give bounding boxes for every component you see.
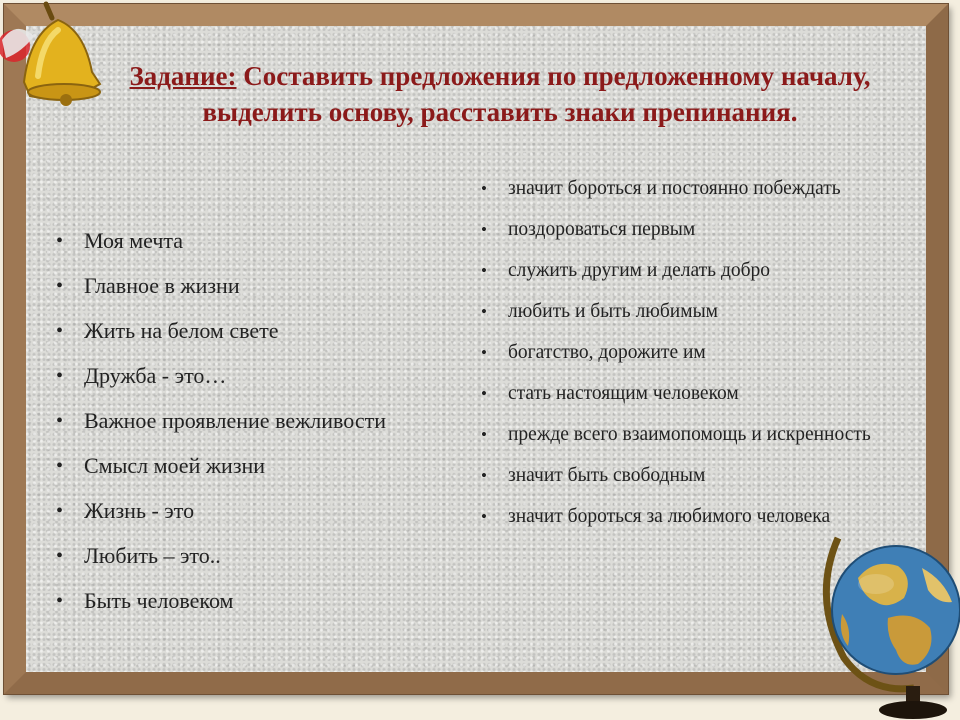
list-item: • прежде всего взаимопомощь и искренность <box>508 418 938 452</box>
list-item: • Главное в жизни <box>84 271 484 301</box>
task-title <box>90 58 910 130</box>
list-item: • поздороваться первым <box>508 213 938 247</box>
list-item: • значит быть свободным <box>508 459 938 493</box>
list-item: • Смысл моей жизни <box>84 451 484 481</box>
list-item: • служить другим и делать добро <box>508 254 938 288</box>
task-label: Задание: <box>129 61 237 91</box>
list-item: • богатство, дорожите им <box>508 336 938 370</box>
globe-icon <box>818 518 960 720</box>
sentence-beginnings-list <box>84 226 484 631</box>
list-item: • Быть человеком <box>84 586 484 616</box>
task-text: Составить предложения по предложенному началу, выделить основу, расставить знаки препинания. <box>202 61 871 127</box>
list-item: • Важное проявление вежливости <box>84 406 484 436</box>
list-item: • Жить на белом свете <box>84 316 484 346</box>
list-item: • любить и быть любимым <box>508 295 938 329</box>
list-item: • Жизнь - это <box>84 496 484 526</box>
list-item: • значит бороться и постоянно побеждать <box>508 172 938 206</box>
list-item: • Дружба - это… <box>84 361 484 391</box>
list-item: • Любить – это.. <box>84 541 484 571</box>
sentence-endings-list <box>508 172 938 541</box>
list-item: • стать настоящим человеком <box>508 377 938 411</box>
list-item: • Моя мечта <box>84 226 484 256</box>
list-item: • значит бороться за любимого человека <box>508 500 938 534</box>
